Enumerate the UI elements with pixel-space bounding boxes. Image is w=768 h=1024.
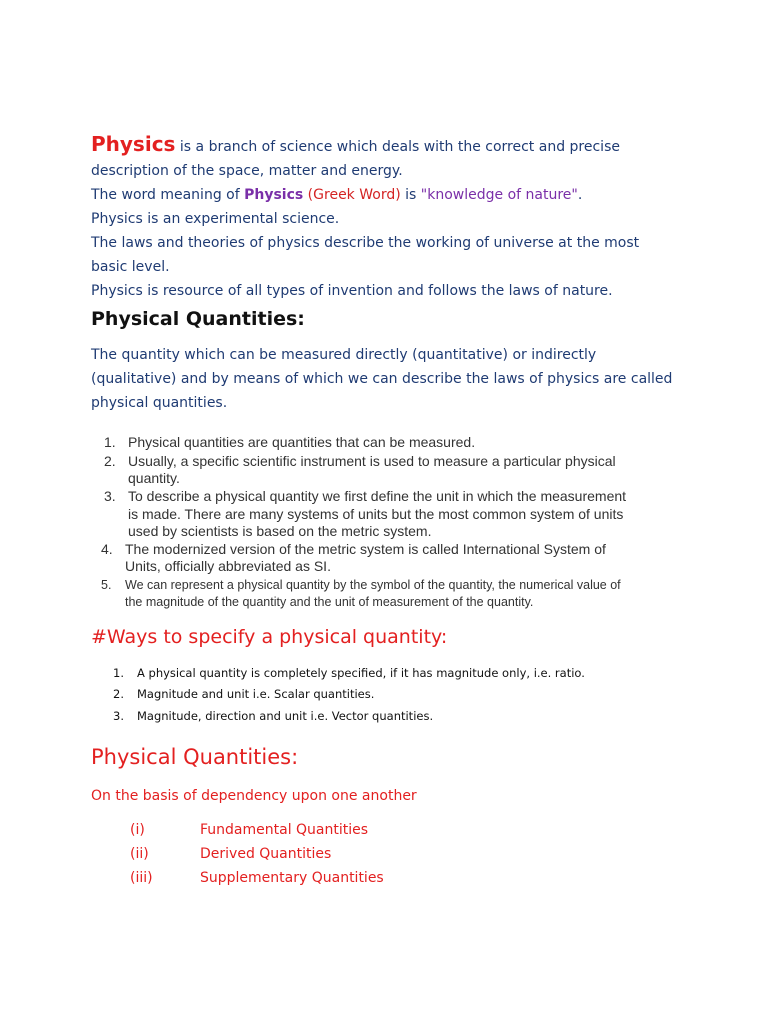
ways-heading: #Ways to specify a physical quantity: <box>91 626 448 648</box>
fact-text: the magnitude of the quantity and the unit of measurement of the quantity. <box>125 595 534 609</box>
physics-keyword: Physics <box>91 132 176 156</box>
word-meaning-prefix: The word meaning of <box>91 187 245 203</box>
fact-text: used by scientists is based on the metric system. <box>128 523 432 539</box>
definition-line-3: physical quantities. <box>91 395 228 411</box>
intro-line-6: basic level. <box>91 259 170 275</box>
fact-number: 5. <box>101 578 112 592</box>
quantity-type-number: (ii) <box>130 846 149 862</box>
definition-line-1: The quantity which can be measured directly (quantitative) or indirectly <box>91 347 597 363</box>
quantity-type-text: Fundamental Quantities <box>200 822 369 838</box>
intro-line-7: Physics is resource of all types of invention and follows the laws of nature. <box>91 283 613 299</box>
fact-text: Physical quantities are quantities that can be measured. <box>128 434 476 450</box>
fact-text: We can represent a physical quantity by the symbol of the quantity, the numerical value of <box>125 578 621 592</box>
ways-number: 1. <box>113 666 124 680</box>
fact-text: Usually, a specific scientific instrument is used to measure a particular physical <box>128 453 616 469</box>
physical-quantities-heading-2: Physical Quantities: <box>91 745 299 769</box>
fact-number: 1. <box>104 434 116 450</box>
word-meaning-is: is <box>400 187 421 203</box>
fact-text: Units, officially abbreviated as SI. <box>125 558 331 574</box>
fact-text: The modernized version of the metric system is called International System of <box>125 541 606 557</box>
word-meaning-paren-open: ( <box>303 187 314 203</box>
quantity-type-text: Derived Quantities <box>200 846 332 862</box>
fact-text: quantity. <box>128 470 180 486</box>
ways-text: Magnitude, direction and unit i.e. Vector quantities. <box>137 709 434 723</box>
word-meaning-physics: Physics <box>244 187 304 203</box>
word-meaning-line <box>91 187 582 203</box>
intro-line-1 <box>91 132 731 156</box>
fact-text: is made. There are many systems of units but the most common system of units <box>128 506 624 522</box>
ways-number: 3. <box>113 709 124 723</box>
ways-text: A physical quantity is completely specified, if it has magnitude only, i.e. ratio. <box>137 666 585 680</box>
ways-number: 2. <box>113 687 124 701</box>
intro-line-1-rest: is a branch of science which deals with the correct and precise <box>175 139 620 155</box>
fact-number: 4. <box>101 541 113 557</box>
word-meaning-greek: Greek Word <box>313 187 396 203</box>
word-meaning-quote: "knowledge of nature" <box>420 187 578 203</box>
intro-line-4: Physics is an experimental science. <box>91 211 340 227</box>
word-meaning-paren-close: ) <box>395 187 401 203</box>
intro-line-2: description of the space, matter and energy. <box>91 163 403 179</box>
definition-line-2: (qualitative) and by means of which we can describe the laws of physics are called <box>91 371 673 387</box>
fact-number: 3. <box>104 488 116 504</box>
quantity-type-number: (iii) <box>130 870 153 886</box>
quantity-type-text: Supplementary Quantities <box>200 870 384 886</box>
ways-text: Magnitude and unit i.e. Scalar quantities. <box>137 687 375 701</box>
fact-number: 2. <box>104 453 116 469</box>
fact-text: To describe a physical quantity we first define the unit in which the measurement <box>128 488 627 504</box>
basis-text: On the basis of dependency upon one another <box>91 788 417 804</box>
physical-quantities-heading: Physical Quantities: <box>91 308 305 330</box>
quantity-type-number: (i) <box>130 822 145 838</box>
intro-line-5: The laws and theories of physics describe the working of universe at the most <box>91 235 640 251</box>
word-meaning-end: . <box>577 187 583 203</box>
